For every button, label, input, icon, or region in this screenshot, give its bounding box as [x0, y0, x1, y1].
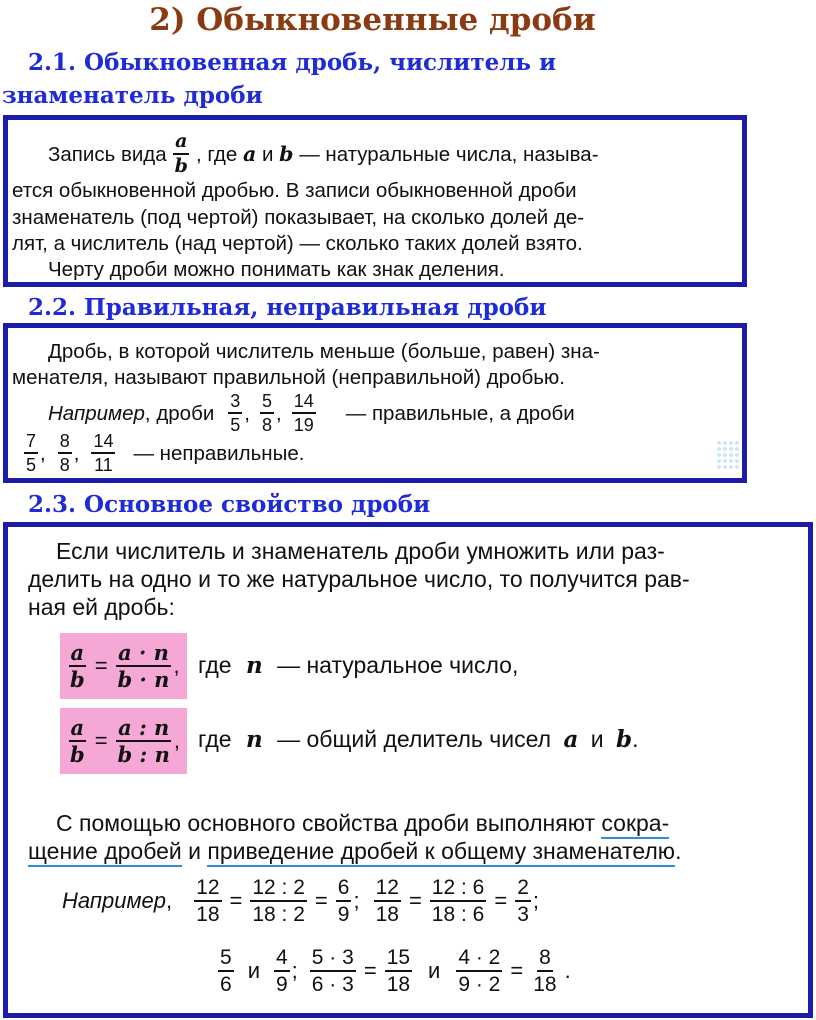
underlined-term: приведение дробей к общему знаменателю	[207, 838, 675, 867]
denominator: b	[174, 155, 188, 177]
comma: ,	[276, 401, 282, 425]
frac-12-18-b	[374, 877, 401, 925]
formula-multiply	[60, 633, 187, 699]
denominator: 18 : 2	[252, 903, 305, 926]
numerator: 14	[292, 392, 316, 414]
denominator: 18 : 6	[431, 903, 485, 926]
def-line-4: лят, а числитель (над чертой) — сколько таких долей взято.	[12, 232, 583, 255]
numerator: 8	[537, 947, 553, 972]
period: .	[632, 726, 639, 752]
numerator: a	[70, 715, 85, 740]
frac-12-18	[194, 877, 221, 925]
equals-sign: =	[94, 728, 108, 753]
frac-6-9	[336, 877, 352, 925]
numerator: 15	[385, 947, 412, 972]
example-line-2	[216, 947, 571, 995]
denominator: 18	[196, 903, 220, 926]
semicolon: ;	[532, 888, 540, 913]
numerator: 12	[194, 877, 221, 902]
proper-text: — правильные, а дроби	[345, 401, 575, 425]
def-text: — натуральные числа, называ-	[299, 142, 599, 166]
and-word: и	[247, 958, 260, 983]
usage-line-2	[28, 837, 681, 865]
fraction-7-5	[24, 432, 38, 474]
numerator: a : n	[118, 715, 170, 740]
caption-text: — натуральное число,	[277, 652, 519, 678]
caption-text: где	[198, 726, 232, 752]
fraction-a-b	[68, 717, 87, 765]
usage-text: и	[188, 838, 201, 864]
usage-line-1	[56, 809, 669, 837]
fraction-a-div-n	[116, 717, 172, 765]
frac-4-9	[274, 947, 290, 995]
var-b: b	[616, 726, 633, 753]
denominator: 6	[220, 973, 232, 996]
denominator: 5	[26, 455, 37, 475]
frac-2-3	[515, 877, 531, 925]
formula-1-caption	[198, 651, 518, 680]
proper-fraction-box	[3, 323, 747, 483]
numerator: 12 : 2	[250, 877, 307, 902]
period: .	[675, 838, 682, 864]
section-heading-2-3: 2.3. Основное свойство дроби	[28, 491, 431, 518]
section-heading-2-2: 2.2. Правильная, неправильная дроби	[28, 294, 547, 321]
var-b: b	[279, 141, 294, 166]
def-text: Запись вида	[48, 142, 167, 166]
equals-sign: =	[494, 888, 508, 913]
page-title: 2) Обыкновенные дроби	[149, 2, 596, 38]
denominator: 9	[337, 903, 350, 926]
denominator: 8	[59, 455, 70, 475]
fraction-3-5	[228, 392, 242, 434]
fraction-14-11	[91, 432, 115, 474]
numerator: a	[70, 640, 85, 665]
frac-5x3-6x3	[310, 947, 356, 995]
property-box	[3, 522, 813, 1018]
var-n: n	[245, 726, 263, 753]
def-text: , где	[195, 142, 238, 166]
comma: ,	[73, 441, 80, 465]
def-line-3: знаменатель (под чертой) показывает, на сколько долей де-	[12, 206, 585, 229]
numerator: 12	[374, 877, 401, 902]
denominator: 11	[94, 455, 113, 475]
equals-sign: =	[363, 958, 377, 983]
numerator: 14	[91, 432, 115, 454]
denominator: 18	[375, 903, 399, 926]
fraction-a-b	[68, 642, 87, 690]
denominator: b	[70, 742, 85, 767]
section-heading-2-1-cont: знаменатель дроби	[2, 82, 263, 109]
equals-sign: =	[510, 958, 524, 983]
caption-text: — общий делитель чисел	[277, 726, 552, 752]
numerator: 4	[274, 947, 290, 972]
def-line-5: Черту дроби можно понимать как знак деления.	[48, 258, 505, 281]
proper-text: — неправильные.	[133, 441, 305, 465]
var-a: a	[242, 141, 257, 166]
def-line-1	[48, 132, 599, 176]
equals-sign: =	[408, 888, 422, 913]
underlined-term: сокра-	[601, 810, 669, 839]
example-line-1	[62, 877, 539, 925]
fraction-a-over-b	[173, 132, 190, 176]
caption-text: где	[198, 652, 232, 678]
formula-2-caption	[198, 725, 638, 754]
property-line-2: делить на одно и то же натуральное число, то получится рав-	[28, 566, 690, 592]
proper-line-2: менателя, называют правильной (неправильной) дробью.	[12, 366, 565, 389]
denominator: 19	[293, 415, 314, 435]
comma: ,	[173, 728, 180, 753]
denominator: b · n	[117, 667, 170, 692]
numerator: 5	[260, 392, 274, 414]
decorative-dots	[716, 440, 740, 470]
underlined-term: щение дробей	[28, 838, 182, 867]
formula-divide	[60, 708, 187, 774]
frac-12div2-18div2	[250, 877, 307, 925]
fraction-14-19	[292, 392, 316, 434]
example-label: Например	[48, 401, 145, 425]
frac-4x2-9x2	[456, 947, 502, 995]
numerator: a	[173, 132, 189, 155]
denominator: 18	[533, 973, 557, 996]
fraction-an-bn	[116, 642, 172, 690]
proper-line-3	[48, 392, 575, 434]
example-label: Например	[62, 888, 167, 913]
comma: ,	[244, 401, 250, 425]
denominator: b	[70, 667, 85, 692]
and-word: и	[428, 958, 441, 983]
semicolon: ;	[291, 958, 298, 983]
denominator: 6 · 3	[311, 973, 354, 996]
proper-text: , дроби	[144, 401, 215, 425]
property-line-3: ная ей дробь:	[28, 594, 175, 620]
numerator: 7	[24, 432, 38, 454]
denominator: 5	[230, 415, 241, 435]
proper-line-1: Дробь, в которой числитель меньше (больше, равен) зна-	[48, 340, 600, 363]
comma: ,	[166, 888, 173, 913]
numerator: 12 : 6	[430, 877, 487, 902]
definition-box	[3, 115, 747, 287]
frac-15-18	[385, 947, 412, 995]
denominator: 9 · 2	[458, 973, 501, 996]
var-a: a	[563, 726, 579, 753]
numerator: 6	[336, 877, 352, 902]
fraction-8-8	[58, 432, 72, 474]
def-text: и	[261, 142, 274, 166]
equals-sign: =	[314, 888, 328, 913]
frac-12div6-18div6	[430, 877, 487, 925]
numerator: 2	[515, 877, 531, 902]
caption-text: и	[590, 726, 604, 752]
equals-sign: =	[229, 888, 243, 913]
numerator: 3	[228, 392, 242, 414]
fraction-5-8	[260, 392, 274, 434]
denominator: b : n	[117, 742, 170, 767]
numerator: 8	[58, 432, 72, 454]
equals-sign: =	[94, 653, 108, 678]
frac-8-18	[531, 947, 558, 995]
semicolon: ;	[353, 888, 360, 913]
section-heading-2-1: 2.1. Обыкновенная дробь, числитель и	[28, 49, 557, 76]
numerator: 5 · 3	[310, 947, 356, 972]
comma: ,	[173, 653, 180, 678]
period: .	[564, 958, 571, 983]
numerator: 4 · 2	[456, 947, 502, 972]
denominator: 3	[517, 903, 529, 926]
comma: ,	[40, 441, 46, 465]
denominator: 8	[262, 415, 273, 435]
denominator: 18	[386, 973, 411, 996]
numerator: a · n	[118, 640, 169, 665]
def-line-2: ется обыкновенной дробью. В записи обыкновенной дроби	[12, 179, 577, 202]
proper-line-4	[22, 432, 304, 474]
usage-text: С помощью основного свойства дроби выполняют	[56, 810, 595, 836]
var-n: n	[245, 652, 263, 679]
denominator: 9	[275, 973, 288, 996]
frac-5-6	[218, 947, 234, 995]
property-line-1: Если числитель и знаменатель дроби умножить или раз-	[56, 538, 665, 564]
numerator: 5	[218, 947, 234, 972]
